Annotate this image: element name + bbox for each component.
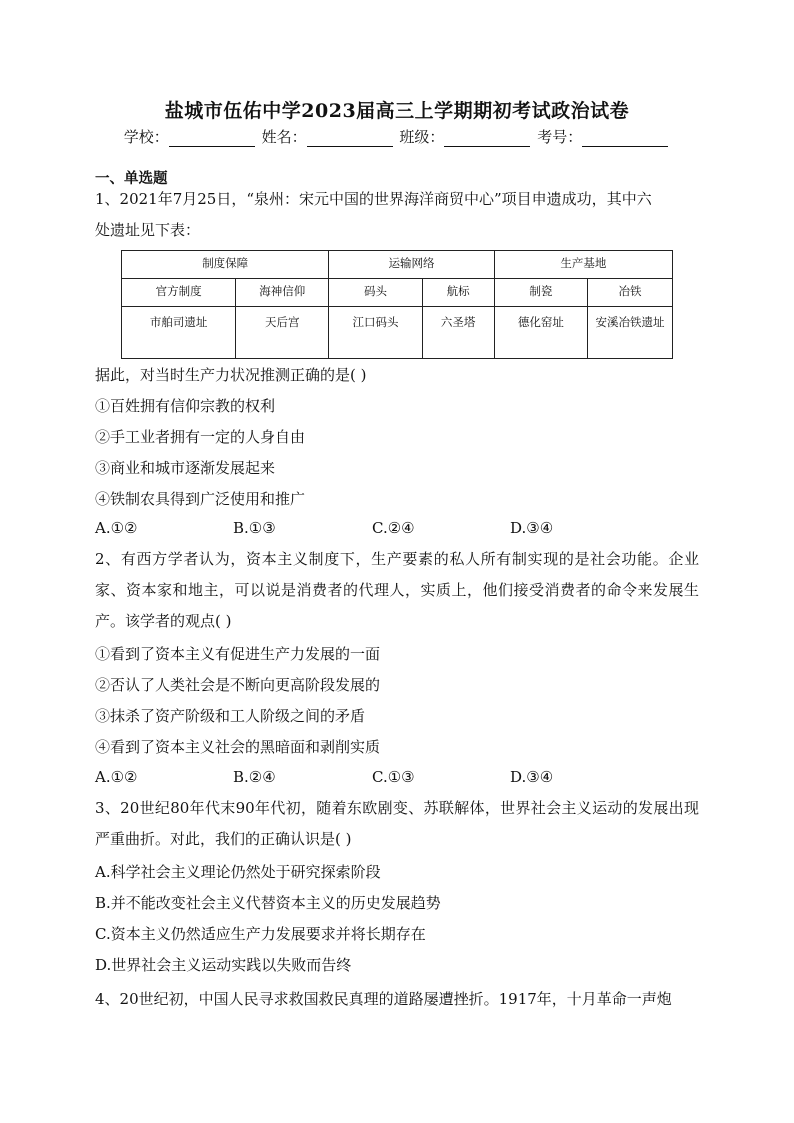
q2-text: 2、有西方学者认为，资本主义制度下，生产要素的私人所有制实现的是社会功能。企业家、资本家和地主，可以说是消费者的代理人，实质上，他们接受消费者的命令来发展生产。该学者的观点( ) <box>95 550 699 630</box>
option-c[interactable]: C.资本主义仍然适应生产力发展要求并将长期存在 <box>95 925 426 943</box>
q1-line2: 处遗址见下表： <box>95 221 201 239</box>
number-label: 考号： <box>537 128 583 146</box>
q1-line1: 1、2021年7月25日，“泉州：宋元中国的世界海洋商贸中心”项目申遗成功，其中六 <box>95 190 652 208</box>
option-d[interactable]: D.③④ <box>510 519 554 537</box>
table-site-cell: 市舶司遗址 <box>122 307 236 359</box>
heritage-table <box>121 250 673 359</box>
q1-item: ②手工业者拥有一定的人身自由 <box>95 428 306 446</box>
table-group-cell: 运输网络 <box>329 251 494 279</box>
name-label: 姓名： <box>261 128 307 146</box>
q2-item: ③抹杀了资产阶级和工人阶级之间的矛盾 <box>95 707 366 725</box>
q1-item: ④铁制农具得到广泛使用和推广 <box>95 490 306 508</box>
option-b[interactable]: B.并不能改变社会主义代替资本主义的历史发展趋势 <box>95 894 441 912</box>
table-group-cell: 制度保障 <box>122 251 329 279</box>
school-blank[interactable] <box>169 132 255 147</box>
table-site-cell: 天后宫 <box>236 307 329 359</box>
table-sub-cell: 航标 <box>422 279 494 307</box>
option-a[interactable]: A.①② <box>95 768 138 786</box>
option-a[interactable]: A.科学社会主义理论仍然处于研究探索阶段 <box>95 863 381 881</box>
q2-item: ①看到了资本主义有促进生产力发展的一面 <box>95 645 381 663</box>
section-title: 一、单选题 <box>95 170 168 187</box>
q4-text: 4、20世纪初，中国人民寻求救国救民真理的道路屡遭挫折。1917年，十月革命一声炮 <box>95 990 672 1008</box>
table-group-cell: 生产基地 <box>494 251 672 279</box>
table-site-cell: 安溪冶铁遗址 <box>588 307 673 359</box>
school-label: 学校： <box>123 128 169 146</box>
option-b[interactable]: B.①③ <box>233 519 276 537</box>
table-sub-cell: 冶铁 <box>588 279 673 307</box>
class-label: 班级： <box>399 128 445 146</box>
option-d[interactable]: D.③④ <box>510 768 554 786</box>
q1-item: ③商业和城市逐渐发展起来 <box>95 459 276 477</box>
q1-item: ①百姓拥有信仰宗教的权利 <box>95 397 276 415</box>
table-sub-cell: 码头 <box>329 279 422 307</box>
option-d[interactable]: D.世界社会主义运动实践以失败而告终 <box>95 956 352 974</box>
option-b[interactable]: B.②④ <box>233 768 276 786</box>
table-site-cell: 德化窑址 <box>494 307 587 359</box>
student-info-line <box>0 126 794 147</box>
option-a[interactable]: A.①② <box>95 519 138 537</box>
table-sub-cell: 制瓷 <box>494 279 587 307</box>
table-sub-cell: 官方制度 <box>122 279 236 307</box>
table-sub-cell: 海神信仰 <box>236 279 329 307</box>
number-blank[interactable] <box>582 132 668 147</box>
q2-item: ④看到了资本主义社会的黑暗面和剥削实质 <box>95 738 381 756</box>
exam-title: 盐城市伍佑中学2023届高三上学期期初考试政治试卷 <box>164 100 630 122</box>
class-blank[interactable] <box>444 132 530 147</box>
q1-stem: 据此，对当时生产力状况推测正确的是( ) <box>95 366 367 384</box>
q3-text: 3、20世纪80年代末90年代初，随着东欧剧变、苏联解体，世界社会主义运动的发展出现严重曲折。对此，我们的正确认识是( ) <box>95 799 699 848</box>
option-c[interactable]: C.①③ <box>372 768 415 786</box>
table-site-cell: 六圣塔 <box>422 307 494 359</box>
table-site-cell: 江口码头 <box>329 307 422 359</box>
q2-item: ②否认了人类社会是不断向更高阶段发展的 <box>95 676 381 694</box>
name-blank[interactable] <box>307 132 393 147</box>
option-c[interactable]: C.②④ <box>372 519 415 537</box>
